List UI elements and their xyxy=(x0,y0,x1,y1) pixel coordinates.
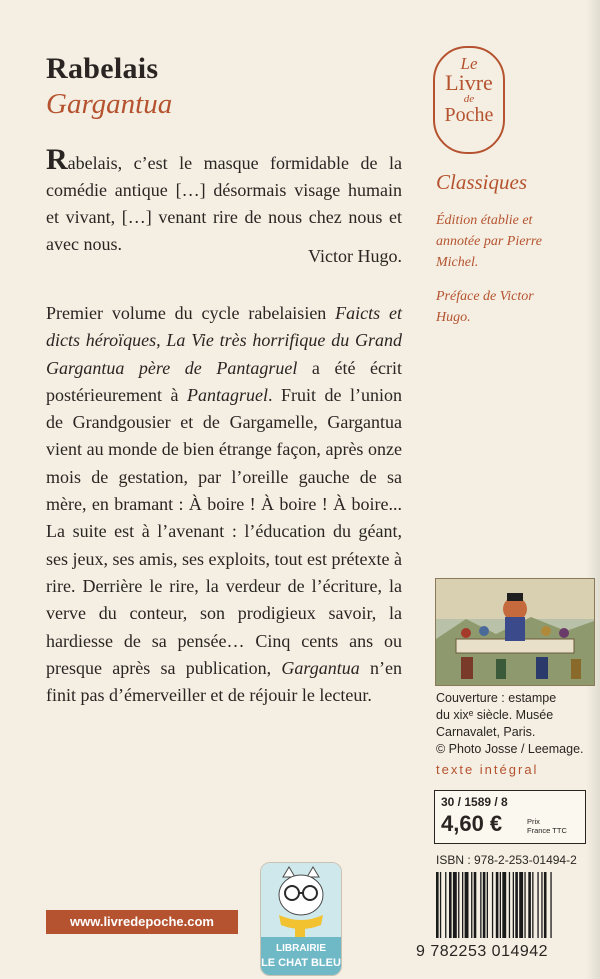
cover-illustration xyxy=(435,578,595,686)
cover-credit xyxy=(436,690,596,758)
barcode-bar xyxy=(515,872,518,938)
isbn-text: ISBN : 978-2-253-01494-2 xyxy=(436,853,577,867)
barcode-bar xyxy=(462,872,463,938)
preface-info: Préface de Victor Hugo. xyxy=(436,289,534,325)
barcode-bar xyxy=(474,872,477,938)
barcode-bar xyxy=(524,872,525,938)
livre-de-poche-logo xyxy=(433,46,505,154)
barcode-bar xyxy=(496,872,499,938)
website-url: www.livredepoche.com xyxy=(46,910,238,934)
desc-part3: . Fruit de l’union de Grandgousier et de Gargamelle, Gargantua vient au monde de bien étrange façon, après onze mois de gestation, par l’oreille gauche de sa mère, en bramant : À boire ! À boire ! À boire... La suite est à l’avenant : l’éducation du géant, ses jeux, ses amis, ses exploits, tout est prétexte à rire. Derrière le rire, la verdeur de l’écriture, la verve du conteur, son prodigieux savoir, la hardiesse de sa pensée… Cinq cents ans ou presque après sa publication, xyxy=(46,384,402,678)
barcode-bar xyxy=(541,872,542,938)
desc-part2: a été écrit postérieurement à xyxy=(46,357,402,405)
barcode-bar xyxy=(483,872,486,938)
desc-italic2: Pantagruel xyxy=(186,384,268,405)
logo-text-le: Le xyxy=(460,54,478,73)
barcode-bar xyxy=(532,872,533,938)
stamp-line-1: LIBRAIRIE xyxy=(276,943,326,954)
barcode-bar xyxy=(487,872,488,938)
credit-line-1: Couverture : estampe xyxy=(436,691,557,705)
barcode-bar xyxy=(513,872,514,938)
price-note-2: France TTC xyxy=(527,826,567,835)
quote-attribution: Victor Hugo. xyxy=(308,246,402,266)
price-note-1: Prix xyxy=(527,817,540,826)
stamp-line-2: LE CHAT BLEU xyxy=(261,957,341,969)
book-title: Gargantua xyxy=(46,88,173,120)
book-description xyxy=(46,300,402,709)
barcode-bar xyxy=(436,872,439,938)
desc-italic3: Gargantua xyxy=(281,657,360,678)
barcode-bar xyxy=(453,872,457,938)
barcode-bar xyxy=(509,872,510,938)
barcode-bar xyxy=(445,872,446,938)
bookshop-stamp xyxy=(260,862,342,976)
logo-text-livre: Livre xyxy=(445,70,493,95)
desc-part1: Premier volume du cycle rabelaisien xyxy=(46,303,336,323)
feast-engraving-image xyxy=(436,579,594,685)
quote-dropcap: R xyxy=(46,143,68,176)
collection-name: Classiques xyxy=(436,170,528,194)
logo-text-poche: Poche xyxy=(444,104,494,126)
barcode-bar xyxy=(528,872,531,938)
barcode-bar xyxy=(502,872,506,938)
desc-italic1: Faicts et dicts héroïques, La Vie très horrifique du Grand Gargantua père de Pantagruel xyxy=(46,303,402,378)
barcode-bar xyxy=(449,872,452,938)
barcode-bar xyxy=(550,872,551,938)
credit-line-4: © Photo Josse / Leemage. xyxy=(436,742,584,756)
desc-part4: n’en finit pas d’émerveiller et de réjouir le lecteur. xyxy=(46,657,402,706)
barcode-digits: 9 782253 014942 xyxy=(416,943,549,960)
barcode-bar xyxy=(519,872,523,938)
barcode-bar xyxy=(458,872,459,938)
barcode-bar xyxy=(471,872,472,938)
barcode-bar xyxy=(544,872,547,938)
hugo-quote xyxy=(46,143,402,258)
spine-shade xyxy=(586,0,600,979)
credit-line-2: du xixᵉ siècle. Musée xyxy=(436,708,554,722)
logo-text-de: de xyxy=(463,93,475,105)
barcode-image xyxy=(436,872,588,938)
barcode-bar xyxy=(500,872,501,938)
price-amount: 4,60 € xyxy=(441,811,503,836)
barcode-bar xyxy=(440,872,441,938)
book-author: Rabelais xyxy=(46,52,159,85)
barcode-bar xyxy=(537,872,538,938)
price-note xyxy=(527,817,567,835)
barcode-bar xyxy=(480,872,481,938)
texte-integral-label: texte intégral xyxy=(436,762,539,777)
edition-info: Édition établie et annotée par Pierre Michel. xyxy=(436,213,543,270)
barcode-bar xyxy=(465,872,469,938)
quote-text: abelais, c’est le masque formidable de la comédie antique […] désormais visage humain et vivant, […] venant rire de nous chez nous et avec nous. xyxy=(46,153,402,254)
credit-line-3: Carnavalet, Paris. xyxy=(436,725,536,739)
barcode-bar xyxy=(492,872,493,938)
catalog-code: 30 / 1589 / 8 xyxy=(441,795,508,809)
price-box xyxy=(434,790,586,844)
